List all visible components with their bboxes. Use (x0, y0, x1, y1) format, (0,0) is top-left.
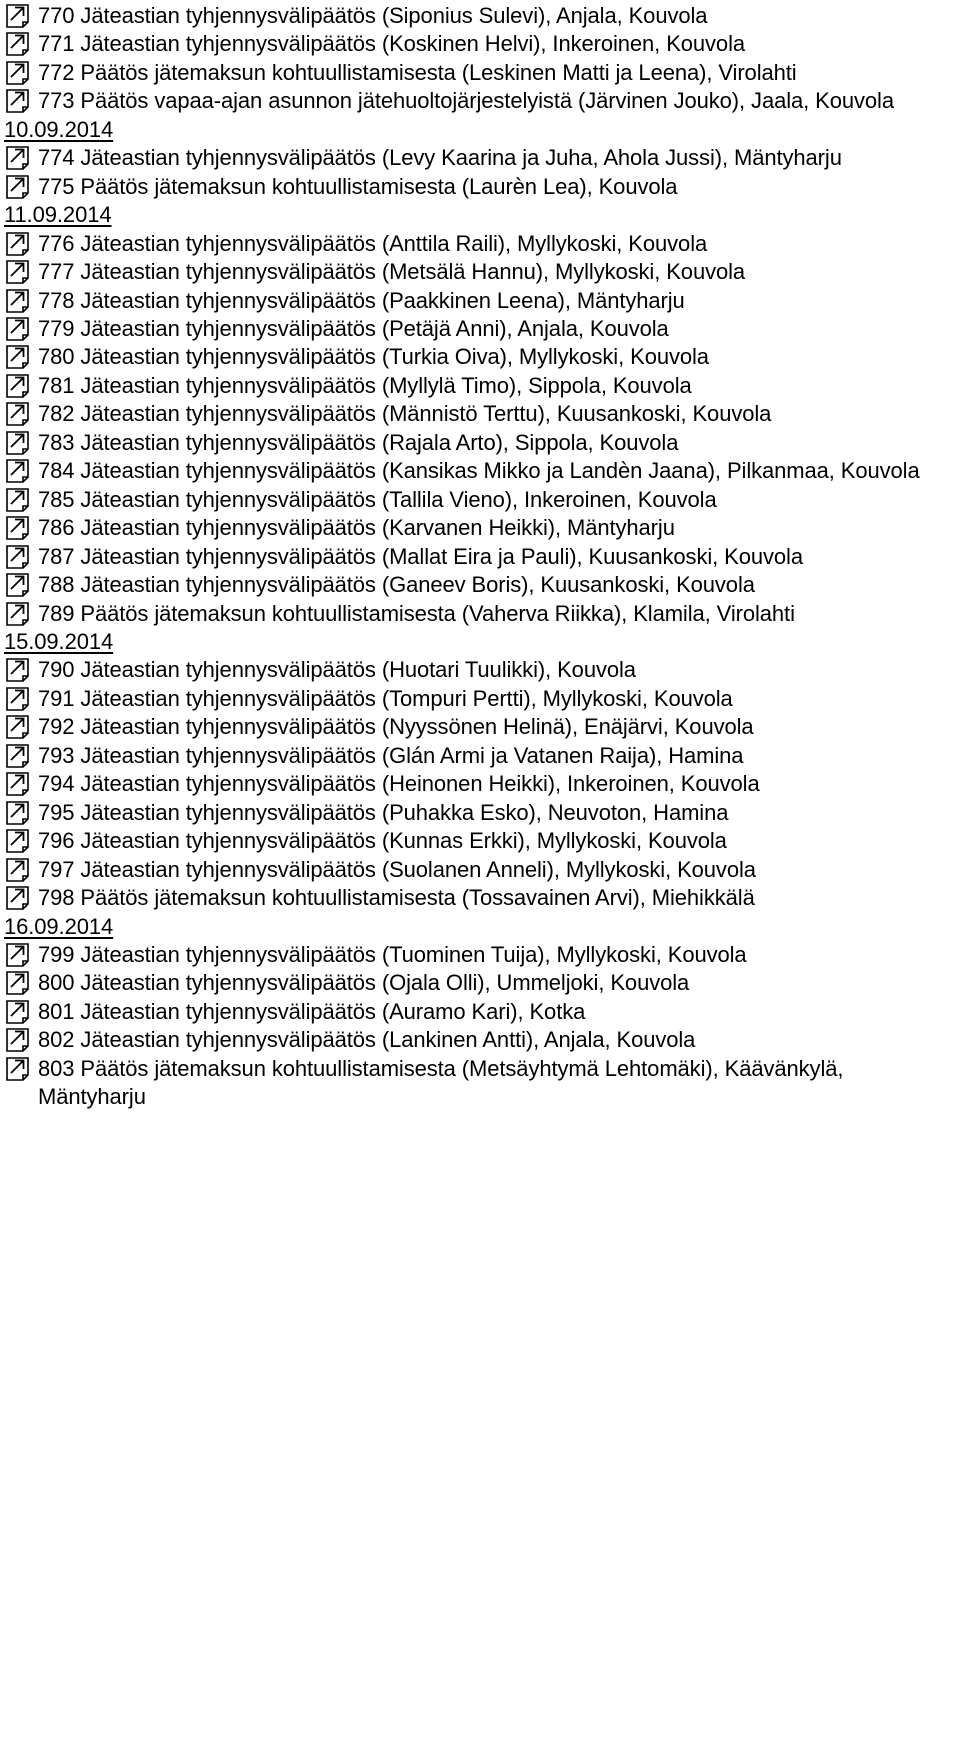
date-heading (4, 116, 956, 144)
decision-entry[interactable] (4, 799, 956, 827)
decision-entry[interactable] (4, 457, 956, 485)
document-link-icon[interactable] (4, 1027, 30, 1053)
decision-entry[interactable] (4, 600, 956, 628)
decision-entry-text[interactable]: 774 Jäteastian tyhjennysvälipäätös (Levy Kaarina ja Juha, Ahola Jussi), Mäntyharju (38, 145, 842, 171)
document-link-icon[interactable] (4, 544, 30, 570)
decision-entry-text[interactable]: 801 Jäteastian tyhjennysvälipäätös (Auramo Kari), Kotka (38, 998, 586, 1024)
decision-entry[interactable] (4, 400, 956, 428)
decision-entry-text[interactable]: 793 Jäteastian tyhjennysvälipäätös (Glán Armi ja Vatanen Raija), Hamina (38, 742, 744, 768)
decision-entry-text[interactable]: 789 Päätös jätemaksun kohtuullistamisesta (Vaherva Riikka), Klamila, Virolahti (38, 600, 795, 626)
decision-entry-text[interactable]: 781 Jäteastian tyhjennysvälipäätös (Myllylä Timo), Sippola, Kouvola (38, 372, 692, 398)
document-link-icon[interactable] (4, 60, 30, 86)
date-heading-text: 16.09.2014 (4, 913, 114, 939)
decision-entry-text[interactable]: 788 Jäteastian tyhjennysvälipäätös (Ganeev Boris), Kuusankoski, Kouvola (38, 572, 755, 598)
document-link-icon[interactable] (4, 999, 30, 1025)
decision-entry[interactable] (4, 571, 956, 599)
decision-entry-text[interactable]: 800 Jäteastian tyhjennysvälipäätös (Ojala Olli), Ummeljoki, Kouvola (38, 970, 690, 996)
document-link-icon[interactable] (4, 458, 30, 484)
document-link-icon[interactable] (4, 572, 30, 598)
date-heading-text: 11.09.2014 (4, 202, 112, 228)
document-link-icon[interactable] (4, 31, 30, 57)
decision-entry[interactable] (4, 543, 956, 571)
decision-entry-text[interactable]: 783 Jäteastian tyhjennysvälipäätös (Rajala Arto), Sippola, Kouvola (38, 429, 679, 455)
decision-entry-text[interactable]: 772 Päätös jätemaksun kohtuullistamisesta (Leskinen Matti ja Leena), Virolahti (38, 59, 797, 85)
decision-entry[interactable] (4, 144, 956, 172)
decision-entry[interactable] (4, 827, 956, 855)
decision-entry-text[interactable]: 794 Jäteastian tyhjennysvälipäätös (Heinonen Heikki), Inkeroinen, Kouvola (38, 771, 760, 797)
decision-entry[interactable] (4, 770, 956, 798)
decision-entry[interactable] (4, 884, 956, 912)
decision-entry[interactable] (4, 486, 956, 514)
decision-entry-text[interactable]: 795 Jäteastian tyhjennysvälipäätös (Puhakka Esko), Neuvoton, Hamina (38, 799, 729, 825)
decision-entry[interactable] (4, 969, 956, 997)
decision-entry[interactable] (4, 87, 956, 115)
decision-entry[interactable] (4, 998, 956, 1026)
decision-entry[interactable] (4, 372, 956, 400)
document-link-icon[interactable] (4, 430, 30, 456)
decision-entry[interactable] (4, 856, 956, 884)
document-link-icon[interactable] (4, 970, 30, 996)
decision-entry-text[interactable]: 785 Jäteastian tyhjennysvälipäätös (Tallila Vieno), Inkeroinen, Kouvola (38, 486, 717, 512)
decision-entry[interactable] (4, 59, 956, 87)
document-link-icon[interactable] (4, 3, 30, 29)
document-link-icon[interactable] (4, 714, 30, 740)
decision-entry-text[interactable]: 796 Jäteastian tyhjennysvälipäätös (Kunnas Erkki), Myllykoski, Kouvola (38, 828, 727, 854)
document-link-icon[interactable] (4, 828, 30, 854)
date-heading (4, 628, 956, 656)
document-link-icon[interactable] (4, 771, 30, 797)
decision-entry-text[interactable]: 782 Jäteastian tyhjennysvälipäätös (Männistö Terttu), Kuusankoski, Kouvola (38, 401, 772, 427)
document-link-icon[interactable] (4, 515, 30, 541)
document-link-icon[interactable] (4, 259, 30, 285)
decision-entry-text[interactable]: 791 Jäteastian tyhjennysvälipäätös (Tompuri Pertti), Myllykoski, Kouvola (38, 685, 733, 711)
document-link-icon[interactable] (4, 800, 30, 826)
date-heading (4, 201, 956, 229)
decision-entry[interactable] (4, 343, 956, 371)
decision-entry[interactable] (4, 713, 956, 741)
decision-entry-text[interactable]: 798 Päätös jätemaksun kohtuullistamisesta (Tossavainen Arvi), Miehikkälä (38, 885, 755, 911)
decision-entry[interactable] (4, 1055, 956, 1112)
decision-entry[interactable] (4, 173, 956, 201)
document-link-icon[interactable] (4, 145, 30, 171)
decision-entry-text[interactable]: 786 Jäteastian tyhjennysvälipäätös (Karvanen Heikki), Mäntyharju (38, 515, 675, 541)
decision-entry[interactable] (4, 656, 956, 684)
decision-entry-text[interactable]: 773 Päätös vapaa-ajan asunnon jätehuoltojärjestelyistä (Järvinen Jouko), Jaala, Kouvola (38, 88, 894, 114)
document-link-icon[interactable] (4, 174, 30, 200)
date-heading-text: 15.09.2014 (4, 628, 114, 654)
decision-list (4, 2, 956, 1112)
document-link-icon[interactable] (4, 942, 30, 968)
decision-entry-text[interactable]: 803 Päätös jätemaksun kohtuullistamisesta (Metsäyhtymä Lehtomäki), Käävänkylä, Mäntyharju (38, 1055, 844, 1110)
date-heading (4, 913, 956, 941)
decision-entry-text[interactable]: 797 Jäteastian tyhjennysvälipäätös (Suolanen Anneli), Myllykoski, Kouvola (38, 856, 756, 882)
document-link-icon[interactable] (4, 316, 30, 342)
decision-entry[interactable] (4, 287, 956, 315)
decision-entry-text[interactable]: 776 Jäteastian tyhjennysvälipäätös (Anttila Raili), Myllykoski, Kouvola (38, 230, 708, 256)
document-link-icon[interactable] (4, 743, 30, 769)
decision-entry[interactable] (4, 30, 956, 58)
decision-entry[interactable] (4, 685, 956, 713)
decision-entry-text[interactable]: 780 Jäteastian tyhjennysvälipäätös (Turkia Oiva), Myllykoski, Kouvola (38, 344, 709, 370)
document-link-icon[interactable] (4, 601, 30, 627)
decision-entry-text[interactable]: 770 Jäteastian tyhjennysvälipäätös (Siponius Sulevi), Anjala, Kouvola (38, 3, 708, 28)
decision-entry[interactable] (4, 941, 956, 969)
decision-entry[interactable] (4, 315, 956, 343)
decision-entry[interactable] (4, 514, 956, 542)
decision-entry[interactable] (4, 742, 956, 770)
document-link-icon[interactable] (4, 401, 30, 427)
date-heading-text: 10.09.2014 (4, 116, 114, 142)
document-link-icon[interactable] (4, 373, 30, 399)
document-link-icon[interactable] (4, 231, 30, 257)
decision-entry-text[interactable]: 778 Jäteastian tyhjennysvälipäätös (Paakkinen Leena), Mäntyharju (38, 287, 685, 313)
document-link-icon[interactable] (4, 288, 30, 314)
decision-entry-text[interactable]: 779 Jäteastian tyhjennysvälipäätös (Petäjä Anni), Anjala, Kouvola (38, 315, 669, 341)
document-link-icon[interactable] (4, 686, 30, 712)
decision-entry[interactable] (4, 429, 956, 457)
decision-entry[interactable] (4, 1026, 956, 1054)
document-link-icon[interactable] (4, 1056, 30, 1082)
decision-entry-text[interactable]: 771 Jäteastian tyhjennysvälipäätös (Koskinen Helvi), Inkeroinen, Kouvola (38, 31, 745, 57)
decision-entry-text[interactable]: 775 Päätös jätemaksun kohtuullistamisesta (Laurèn Lea), Kouvola (38, 173, 678, 199)
decision-entry-text[interactable]: 790 Jäteastian tyhjennysvälipäätös (Huotari Tuulikki), Kouvola (38, 657, 636, 683)
document-link-icon[interactable] (4, 88, 30, 114)
document-link-icon[interactable] (4, 657, 30, 683)
decision-entry-text[interactable]: 799 Jäteastian tyhjennysvälipäätös (Tuominen Tuija), Myllykoski, Kouvola (38, 941, 747, 967)
decision-entry-text[interactable]: 802 Jäteastian tyhjennysvälipäätös (Lankinen Antti), Anjala, Kouvola (38, 1027, 696, 1053)
document-link-icon[interactable] (4, 487, 30, 513)
document-link-icon[interactable] (4, 344, 30, 370)
decision-entry-text[interactable]: 787 Jäteastian tyhjennysvälipäätös (Mallat Eira ja Pauli), Kuusankoski, Kouvola (38, 543, 803, 569)
decision-entry-text[interactable]: 784 Jäteastian tyhjennysvälipäätös (Kansikas Mikko ja Landèn Jaana), Pilkanmaa, Kouvola (38, 458, 920, 484)
decision-entry[interactable] (4, 2, 956, 30)
document-link-icon[interactable] (4, 857, 30, 883)
decision-entry-text[interactable]: 792 Jäteastian tyhjennysvälipäätös (Nyyssönen Helinä), Enäjärvi, Kouvola (38, 714, 754, 740)
decision-entry[interactable] (4, 258, 956, 286)
decision-entry-text[interactable]: 777 Jäteastian tyhjennysvälipäätös (Metsälä Hannu), Myllykoski, Kouvola (38, 259, 746, 285)
decision-entry[interactable] (4, 230, 956, 258)
document-link-icon[interactable] (4, 885, 30, 911)
